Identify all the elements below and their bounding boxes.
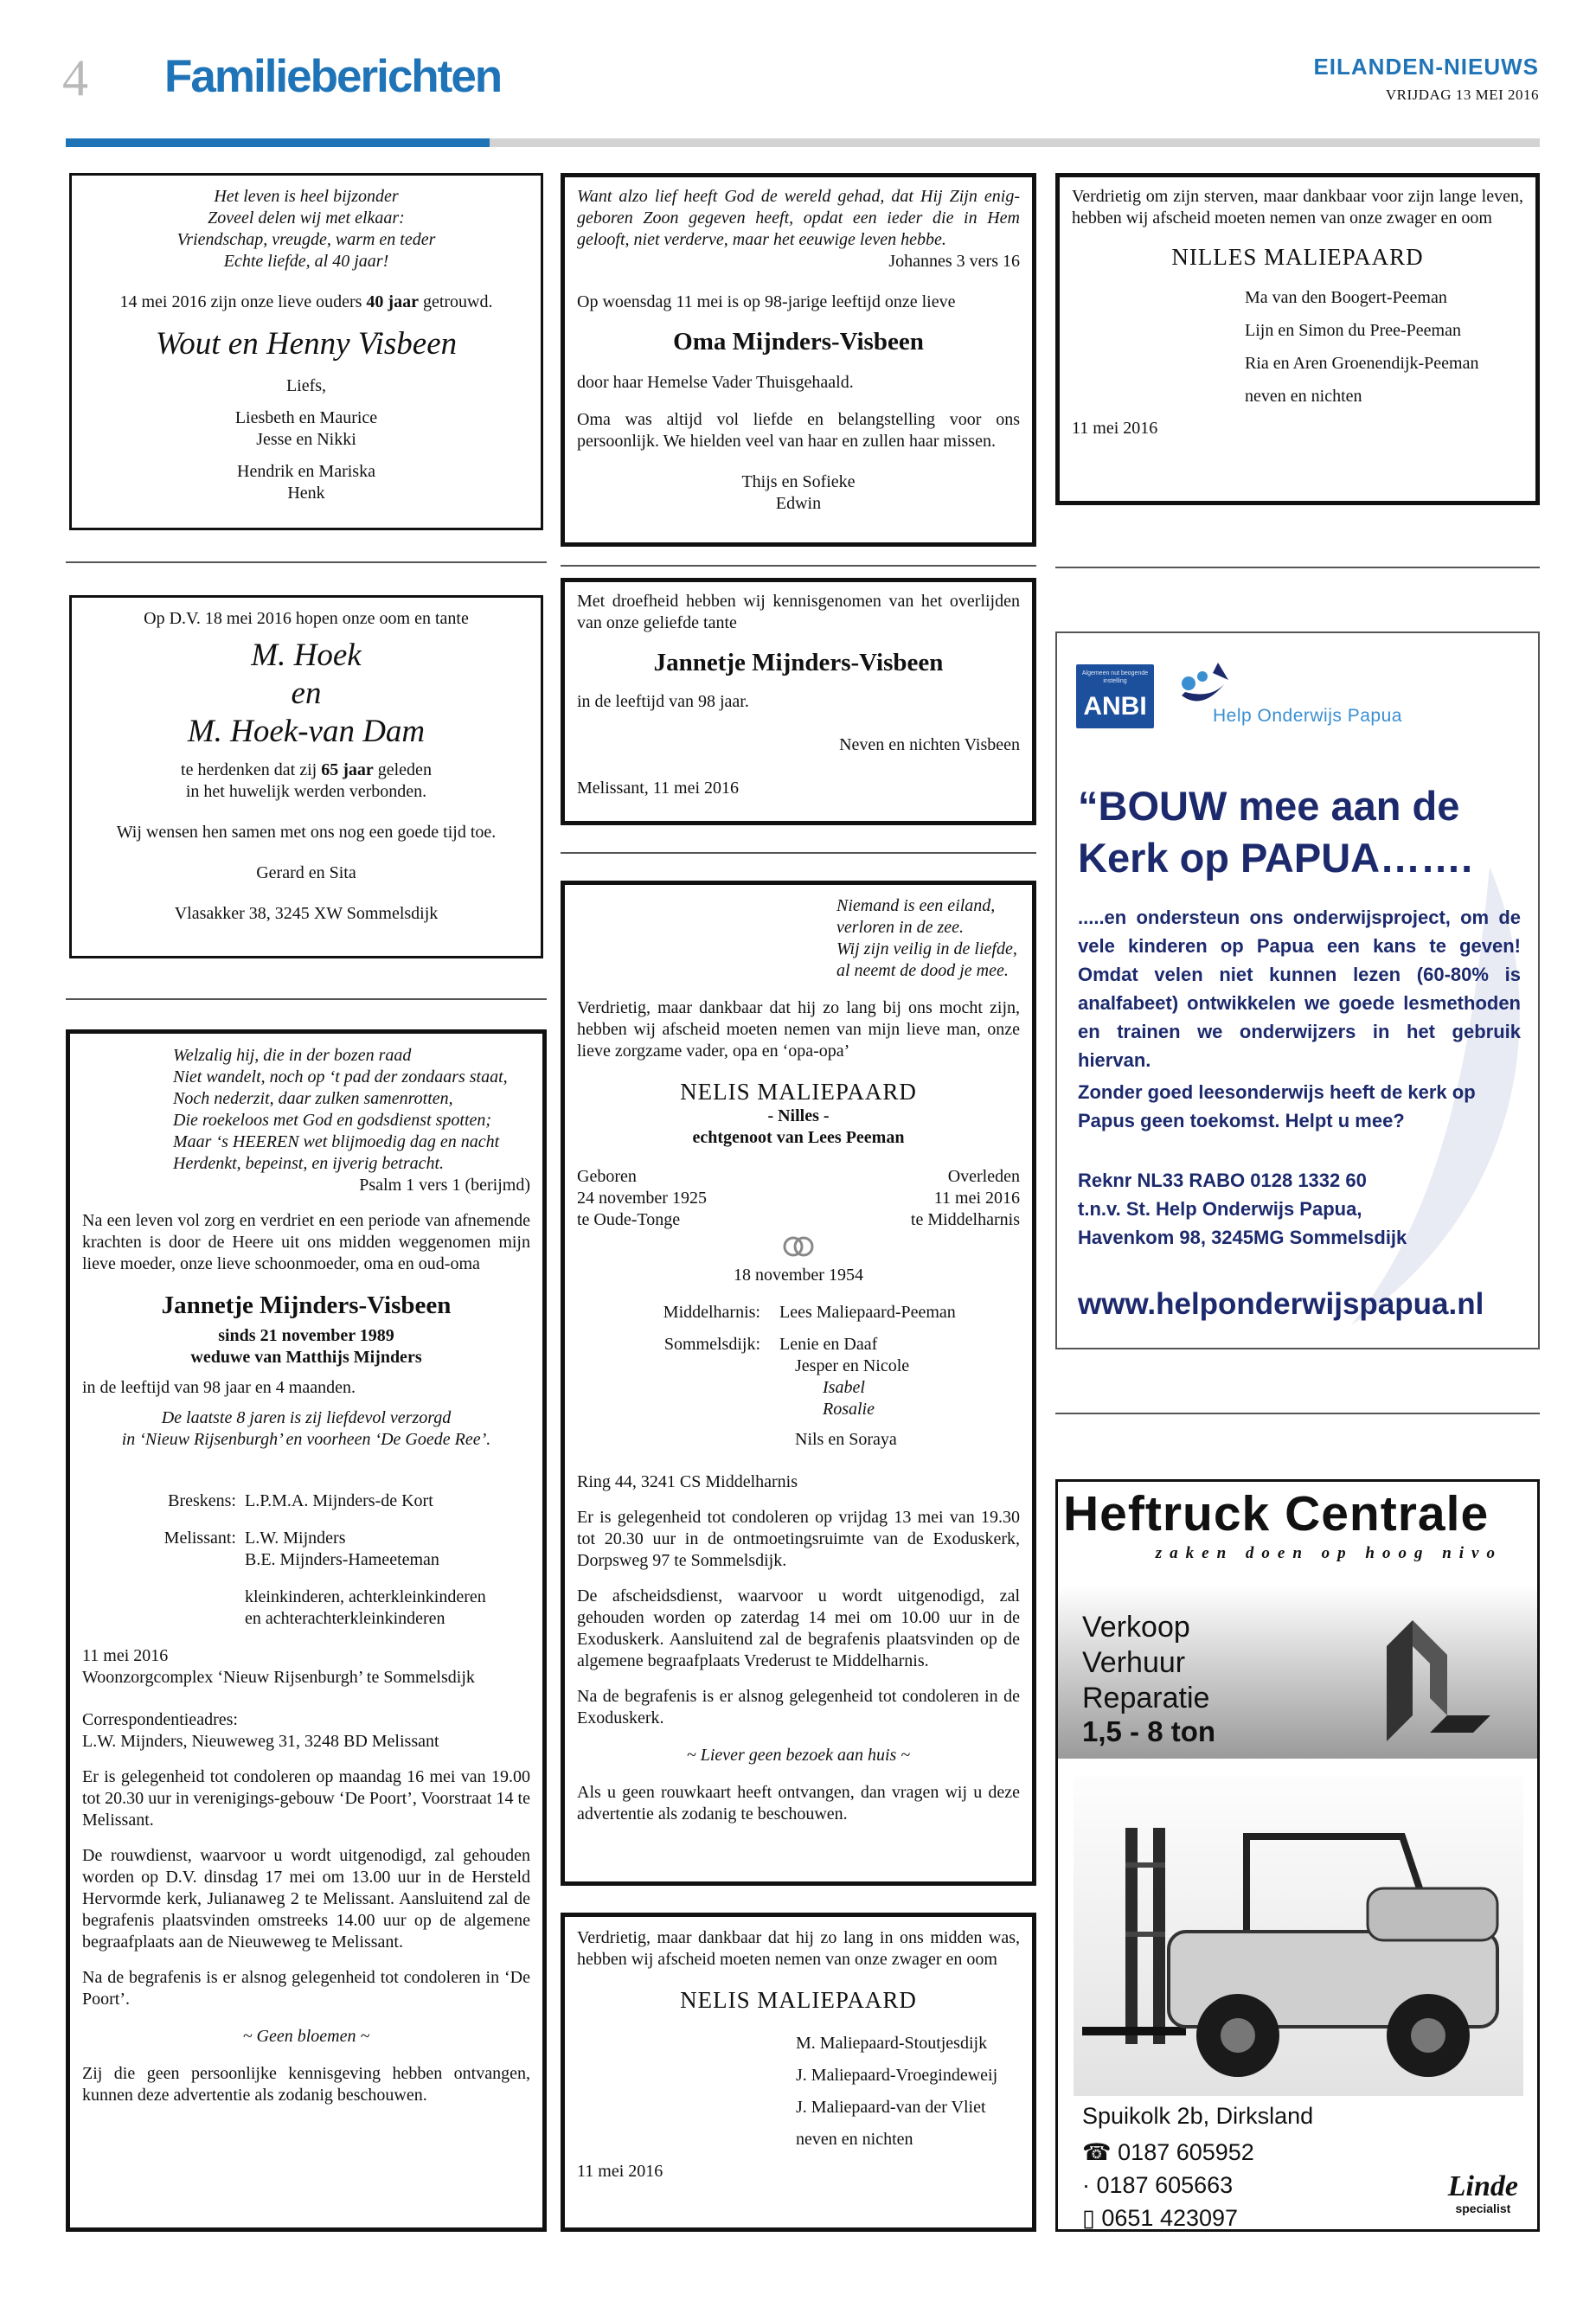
poem-line: Welzalig hij, die in der bozen raad bbox=[173, 1046, 412, 1065]
family: L.W. Mijnders bbox=[245, 1529, 346, 1548]
ad-death-jannetje bbox=[66, 1029, 547, 2232]
since: sinds 21 november 1989 bbox=[218, 1326, 394, 1345]
greeting: Liefs, bbox=[285, 376, 327, 395]
deceased-name: NELIS MALIEPAARD bbox=[680, 1987, 917, 2013]
intro: Op woensdag 11 mei is op 98-jarige leeftijd onze lieve bbox=[577, 292, 956, 311]
column-separator bbox=[1055, 567, 1540, 568]
column-separator bbox=[561, 565, 1036, 567]
bible-verse: Want alzo lief heeft God de wereld gehad, dat Hij Zijn eniggeboren Zoon gegeven heeft, opdat een ieder die in Hem gelooft, niet verderve, maar het eeuwige leven hebbe. bbox=[577, 187, 1020, 249]
column-separator bbox=[561, 852, 1036, 854]
family-line: Hendrik en Mariska bbox=[237, 462, 375, 481]
poem-line: Die roekeloos met God en godsdienst spotten; bbox=[173, 1111, 492, 1130]
after-funeral: Na de begrafenis is er alsnog gelegenheid tot condoleren in de Exoduskerk. bbox=[577, 1687, 1020, 1727]
born-date: 24 november 1925 bbox=[577, 1189, 707, 1208]
ad-death-nelis-family bbox=[561, 881, 1036, 1886]
and: en bbox=[291, 676, 322, 711]
poem-line: Noch nederzit, daar zulken samenrotten, bbox=[173, 1089, 453, 1108]
age: in de leeftijd van 98 jaar en 4 maanden. bbox=[82, 1378, 356, 1397]
issue-date: VRIJDAG 13 MEI 2016 bbox=[1385, 87, 1539, 103]
headline: “BOUW mee aan de Kerk op PAPUA……. bbox=[1078, 783, 1473, 881]
bank-details: Reknr NL33 RABO 0128 1332 60 t.n.v. St. Help Onderwijs Papua, Havenkom 98, 3245MG Sommelsdijk bbox=[1078, 1170, 1407, 1248]
ad-heftruck-centrale bbox=[1055, 1479, 1540, 2232]
no-flowers: ~ Geen bloemen ~ bbox=[242, 2027, 370, 2046]
mobile: 0651 423097 bbox=[1101, 2205, 1239, 2231]
died-label: Overleden bbox=[947, 1167, 1020, 1186]
ad-anniversary-hoek bbox=[69, 595, 543, 958]
ad-death-tante bbox=[561, 578, 1036, 825]
line: door haar Hemelse Vader Thuisgehaald. bbox=[577, 373, 854, 392]
place: Middelharnis: bbox=[663, 1303, 760, 1322]
place: Breskens: bbox=[168, 1491, 236, 1510]
column-separator bbox=[66, 998, 547, 1000]
ad-help-onderwijs-papua bbox=[1055, 631, 1540, 1349]
newspaper-brand: EILANDEN-NIEUWS bbox=[1313, 54, 1539, 80]
place-date: Melissant, 11 mei 2016 bbox=[577, 779, 740, 798]
linde-logo: Linde specialist bbox=[1447, 2170, 1518, 2215]
name-1: M. Hoek bbox=[251, 638, 362, 673]
address: Ring 44, 3241 CS Middelharnis bbox=[577, 1472, 798, 1491]
hc-logo-icon bbox=[1378, 1612, 1499, 1746]
telephone-icon: ☎ bbox=[1082, 2139, 1112, 2165]
website-link[interactable]: www.helponderwijspapua.nl bbox=[1078, 1287, 1484, 1321]
intro: Verdrietig om zijn sterven, maar dankbaar voor zijn lange leven, hebben wij afscheid moeten nemen van onze zwager en oom bbox=[1072, 187, 1523, 228]
ad-death-nelis-relatives bbox=[561, 1913, 1036, 2232]
poem-line: Wij zijn veilig in de liefde, bbox=[836, 939, 1017, 958]
service: De afscheidsdienst, waarvoor u wordt uitgenodigd, zal gehouden worden op zaterdag 14 mei om 10.00 uur in de Exoduskerk. Aansluitend zal de begrafenis plaatsvinden op de algemene begraafplaats Vrederust te Middelharnis. bbox=[577, 1586, 1020, 1670]
deceased-name: Jannetje Mijnders-Visbeen bbox=[161, 1292, 452, 1319]
phone-1: 0187 605952 bbox=[1118, 2139, 1254, 2165]
intro: Verdrietig, maar dankbaar dat hij zo lang bij ons mocht zijn, hebben wij afscheid moeten nemen van mijn lieve man, onze lieve zorgzame vader, opa en ‘opa-opa’ bbox=[577, 998, 1020, 1061]
column-separator bbox=[1055, 1413, 1540, 1414]
family: Nils en Soraya bbox=[795, 1430, 897, 1449]
family: neven en nichten bbox=[796, 2130, 913, 2149]
anbi-logo: Algemeen nut beogende instelling ANBI bbox=[1076, 664, 1154, 728]
tagline: zaken doen op hoog nivo bbox=[1155, 1544, 1503, 1562]
header-rule-grey bbox=[490, 138, 1540, 147]
family-line: Henk bbox=[287, 484, 325, 503]
ad-death-nilles bbox=[1055, 173, 1540, 505]
org-name: Help Onderwijs Papua bbox=[1213, 706, 1402, 726]
poem-line: verloren in de zee. bbox=[836, 918, 964, 937]
family: kleinkinderen, achterkleinkinderen bbox=[245, 1587, 486, 1606]
care-line: De laatste 8 jaren is zij liefdevol verzorgd bbox=[161, 1408, 452, 1427]
signed: Neven en nichten Visbeen bbox=[839, 735, 1020, 754]
contact-list bbox=[1082, 2136, 1254, 2232]
family: Isabel bbox=[823, 1378, 865, 1397]
death-date: 11 mei 2016 bbox=[82, 1646, 169, 1665]
column-separator bbox=[66, 561, 547, 563]
commemoration-line: in het huwelijk werden verbonden. bbox=[185, 782, 427, 801]
notice: Zij die geen persoonlijke kennisgeving hebben ontvangen, kunnen deze advertentie als zodanig beschouwen. bbox=[82, 2064, 530, 2105]
family: Lenie en Daaf bbox=[779, 1335, 878, 1354]
family: J. Maliepaard-Vroegindeweij bbox=[796, 2066, 998, 2085]
condole: Er is gelegenheid tot condoleren op vrijdag 13 mei van 19.30 tot 20.30 uur in de ontmoetingsruimte van de Exoduskerk, Dorpsweg 97 te Sommelsdijk. bbox=[577, 1508, 1020, 1570]
family-line: Jesse en Nikki bbox=[256, 430, 356, 449]
address: Spuikolk 2b, Dirksland bbox=[1082, 2103, 1314, 2129]
date: 11 mei 2016 bbox=[1072, 419, 1158, 438]
died-place: te Middelharnis bbox=[910, 1210, 1020, 1229]
family: L.P.M.A. Mijnders-de Kort bbox=[245, 1491, 433, 1510]
forklift-image bbox=[1074, 1776, 1523, 2096]
text: Oma was altijd vol liefde en belangstelling voor ons persoonlijk. We hielden veel van haar en zullen haar missen. bbox=[577, 410, 1020, 451]
bible-ref: Johannes 3 vers 16 bbox=[888, 252, 1020, 271]
intro: Op D.V. 18 mei 2016 hopen onze oom en tante bbox=[144, 609, 469, 628]
death-place: Woonzorgcomplex ‘Nieuw Rijsenburgh’ te Sommelsdijk bbox=[82, 1668, 475, 1687]
family: J. Maliepaard-van der Vliet bbox=[796, 2098, 986, 2117]
poem-line: Herdenkt, bepeinst, en ijverig betracht. bbox=[173, 1154, 445, 1173]
signed: Gerard en Sita bbox=[256, 863, 356, 882]
born-place: te Oude-Tonge bbox=[577, 1210, 681, 1229]
poem-line: Niemand is een eiland, bbox=[836, 896, 996, 915]
spouse: echtgenoot van Lees Peeman bbox=[692, 1128, 905, 1147]
family: Lees Maliepaard-Peeman bbox=[779, 1303, 956, 1322]
family: en achterachterkleinkinderen bbox=[245, 1609, 445, 1628]
corr-label: Correspondentieadres: bbox=[82, 1710, 238, 1729]
psalm-ref: Psalm 1 vers 1 (berijmd) bbox=[359, 1176, 530, 1195]
after-funeral: Na de begrafenis is er alsnog gelegenheid tot condoleren in ‘De Poort’. bbox=[82, 1968, 530, 2009]
signed: Thijs en Sofieke bbox=[741, 472, 856, 491]
no-visit: ~ Liever geen bezoek aan huis ~ bbox=[686, 1746, 911, 1765]
family: Lijn en Simon du Pree-Peeman bbox=[1245, 321, 1461, 340]
ad-death-oma bbox=[561, 173, 1036, 547]
poem-line: Maar ‘s HEEREN wet blijmoedig dag en nacht bbox=[173, 1132, 500, 1151]
capacity: 1,5 - 8 ton bbox=[1082, 1715, 1216, 1747]
care-line: in ‘Nieuw Rijsenburgh’ en voorheen ‘De Goede Ree’. bbox=[121, 1430, 491, 1449]
ad-anniversary-visbeen bbox=[69, 173, 543, 530]
appeal-text: Zonder goed leesonderwijs heeft de kerk op Papus geen toekomst. Helpt u mee? bbox=[1078, 1081, 1476, 1131]
signed: Edwin bbox=[775, 494, 822, 513]
date: 11 mei 2016 bbox=[577, 2162, 663, 2181]
family: Ria en Aren Groenendijk-Peeman bbox=[1245, 354, 1479, 373]
company-name: Heftruck Centrale bbox=[1063, 1486, 1490, 1541]
poem-line: Niet wandelt, noch op ‘t pad der zondaars staat, bbox=[173, 1067, 508, 1086]
intro: Met droefheid hebben wij kennisgenomen van het overlijden van onze geliefde tante bbox=[577, 592, 1020, 632]
deceased-name: Jannetje Mijnders-Visbeen bbox=[653, 649, 944, 676]
project-text: .....en ondersteun ons onderwijsproject, om de vele kinderen op Papua een kans te geven! Omdat velen niet kunnen lezen (60-80% is analfabeet) ontwikkelen we goede lesmethoden en trainen we onderwijzers in het gebruik hiervan. bbox=[1078, 907, 1521, 1071]
place: Sommelsdijk: bbox=[663, 1335, 760, 1354]
poem-line: Zoveel delen wij met elkaar: bbox=[208, 208, 405, 228]
section-title: Familieberichten bbox=[164, 51, 502, 102]
corr-address: L.W. Mijnders, Nieuweweg 31, 3248 BD Melissant bbox=[82, 1732, 439, 1751]
family: Ma van den Boogert-Peeman bbox=[1245, 288, 1447, 307]
family: Rosalie bbox=[823, 1400, 875, 1419]
wedding-date: 18 november 1954 bbox=[734, 1266, 863, 1285]
poem-line: Echte liefde, al 40 jaar! bbox=[223, 252, 389, 271]
commemoration: te herdenken dat zij 65 jaar geleden bbox=[181, 760, 432, 779]
page-number: 4 bbox=[62, 49, 88, 106]
couple-names: Wout en Henny Visbeen bbox=[155, 326, 458, 362]
family: neven en nichten bbox=[1245, 387, 1362, 406]
died-date: 11 mei 2016 bbox=[933, 1189, 1020, 1208]
deceased-name: Oma Mijnders-Visbeen bbox=[673, 328, 924, 356]
nickname: - Nilles - bbox=[767, 1106, 830, 1125]
wedding-rings-icon bbox=[577, 1234, 1020, 1265]
fax-icon: · bbox=[1082, 2172, 1090, 2198]
services-list: Verkoop Verhuur Reparatie bbox=[1082, 1611, 1210, 1715]
family: B.E. Mijnders-Hameeteman bbox=[245, 1550, 439, 1569]
condole: Er is gelegenheid tot condoleren op maandag 16 mei van 19.00 tot 20.30 uur in verenigings-gebouw ‘De Poort’, Voorstraat 14 te Melissant. bbox=[82, 1767, 530, 1830]
family: Jesper en Nicole bbox=[795, 1356, 910, 1375]
born-label: Geboren bbox=[577, 1167, 637, 1186]
poem-line: Het leven is heel bijzonder bbox=[214, 187, 399, 206]
service: De rouwdienst, waarvoor u wordt uitgenodigd, zal gehouden worden op D.V. dinsdag 17 mei om 13.00 uur in de Hersteld Hervormde kerk, Julianaweg 2 te Melissant. Aansluitend zal de begrafenis plaatsvinden omstreeks 14.00 uur op de algemene begraafplaats aan de Nieuweweg te Melissant. bbox=[82, 1846, 530, 1952]
wish: Wij wensen hen samen met ons nog een goede tijd toe. bbox=[116, 823, 497, 842]
announcement: 14 mei 2016 zijn onze lieve ouders 40 jaar getrouwd. bbox=[119, 292, 493, 311]
age: in de leeftijd van 98 jaar. bbox=[577, 692, 749, 711]
widow-of: weduwe van Matthijs Mijnders bbox=[190, 1348, 422, 1367]
place: Melissant: bbox=[163, 1529, 236, 1548]
family: M. Maliepaard-Stoutjesdijk bbox=[796, 2034, 988, 2053]
intro: Na een leven vol zorg en verdriet en een periode van afnemende krachten is door de Heere uit ons midden weggenomen mijn lieve moeder, onze lieve schoonmoeder, oma en oud-oma bbox=[82, 1211, 530, 1273]
name-2: M. Hoek-van Dam bbox=[187, 714, 426, 749]
poem-line: al neemt de dood je mee. bbox=[836, 961, 1009, 980]
mobile-phone-icon: ▯ bbox=[1082, 2205, 1095, 2231]
address: Vlasakker 38, 3245 XW Sommelsdijk bbox=[174, 904, 439, 923]
poem-line: Vriendschap, vreugde, warm en teder bbox=[176, 230, 436, 249]
deceased-name: NELIS MALIEPAARD bbox=[680, 1079, 917, 1105]
notice: Als u geen rouwkaart heeft ontvangen, dan vragen wij u deze advertentie als zodanig te beschouwen. bbox=[577, 1783, 1020, 1823]
header-rule-blue bbox=[66, 138, 490, 147]
family-line: Liesbeth en Maurice bbox=[234, 408, 378, 427]
intro: Verdrietig, maar dankbaar dat hij zo lang in ons midden was, hebben wij afscheid moeten nemen van onze zwager en oom bbox=[577, 1928, 1020, 1969]
deceased-name: NILLES MALIEPAARD bbox=[1171, 244, 1424, 270]
phone-2: 0187 605663 bbox=[1096, 2172, 1234, 2198]
